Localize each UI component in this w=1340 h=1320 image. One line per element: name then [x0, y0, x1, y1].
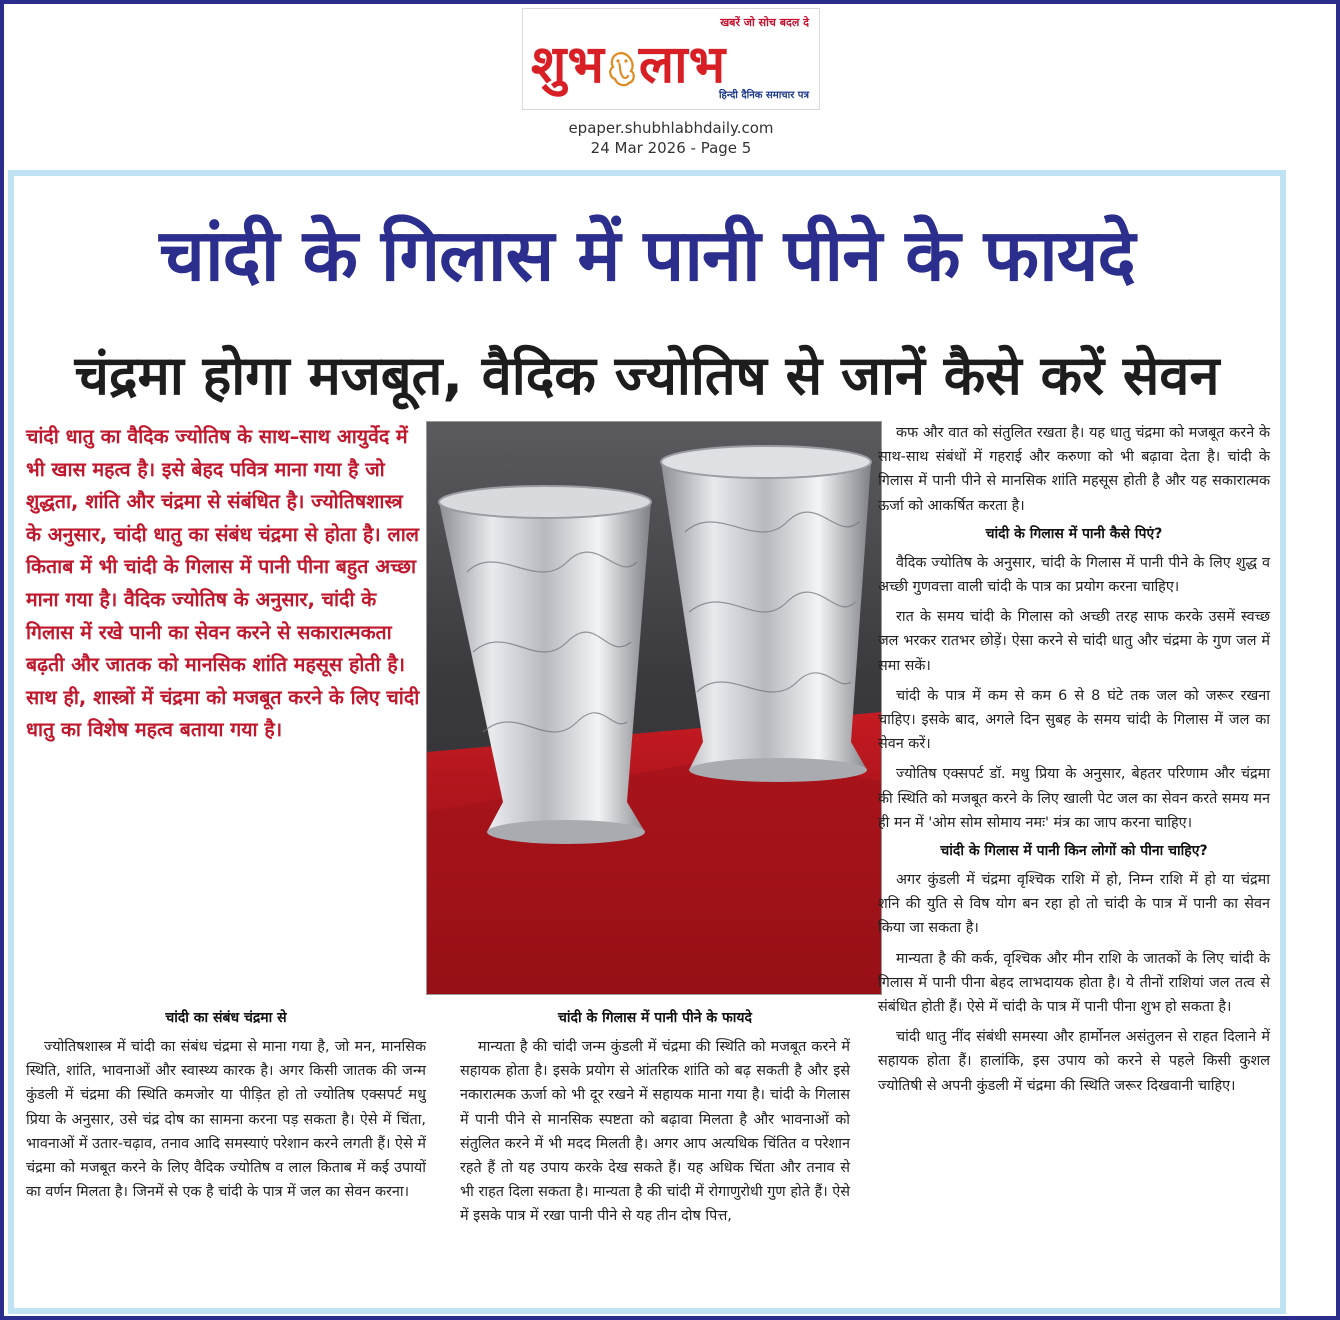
article [8, 170, 1286, 1314]
subheadline: चंद्रमा होगा मजबूत, वैदिक ज्योतिष से जानें कैसे करें सेवन [74, 344, 1220, 407]
how-paragraph-2: रात के समय चांदी के गिलास को अच्छी तरह साफ करके उसमें स्वच्छ जल भरकर रातभर छोड़ें। ऐसा करने से चांदी धातु और चंद्रमा के गुण जल में समा सकें। [878, 609, 1270, 674]
source-info [522, 118, 820, 158]
right-intro-text: कफ और वात को संतुलित रखता है। यह धातु चंद्रमा को मजबूत करने के साथ-साथ संबंधों में गहराई और करुणा को भी बढ़ावा देता है। चांदी के गिलास में पानी पीने से मानसिक शांति महसूस होती है और यह सकारात्मक ऊर्जा को आकर्षित करता है। [878, 425, 1270, 514]
who-paragraph-3: चांदी धातु नींद संबंधी समस्या और हार्मोनल असंतुलन से राहत दिलाने में सहायक होता हैं। हालांकि, इस उपाय को करने से पहले किसी कुशल ज्योतिषी से अपनी कुंडली में चंद्रमा की स्थिति जरूर दिखवानी चाहिए। [878, 1029, 1270, 1094]
silver-glasses-photo [426, 421, 882, 995]
section-right-column [878, 421, 1270, 1104]
photo-caption: चांदी के गिलास में पानी पीने के फायदे [558, 1010, 752, 1026]
ganesha-icon [605, 49, 639, 89]
section-title-who-should-drink: चांदी के गिलास में पानी किन लोगों को पीना चाहिए? [940, 843, 1208, 860]
logo-right-text: लाभ [638, 34, 727, 95]
section-moon-relation [26, 1002, 426, 1204]
headline: चांदी के गिलास में पानी पीने के फायदे [159, 213, 1135, 297]
masthead-subtag: हिन्दी दैनिक समाचार पत्र [718, 90, 809, 101]
masthead-tagline: खबरें जो सोच बदल दे [720, 16, 809, 29]
silver-glasses-image [427, 422, 882, 995]
section-benefits [460, 1002, 850, 1229]
section-text-moon-relation: ज्योतिषशास्त्र में चांदी का संबंध चंद्रमा से माना गया है, जो मन, मानसिक स्थिति, शांति, भावनाओं और स्वास्थ्य कारक है। अगर किसी जातक की जन्म कुंडली में चंद्रमा की स्थिति कमजोर या पीड़ित हो तो ज्योतिष एक्सपर्ट मधु प्रिया के अनुसार, उसे चंद्र दोष का सामना करना पड़ सकता है। ऐसे में चिंता, भावनाओं में उतार-चढ़ाव, तनाव आदि समस्याएं परेशान करने लगती हैं। ऐसे में चंद्रमा को मजबूत करने के लिए वैदिक ज्योतिष व लाल किताब में कई उपायों का वर्णन मिलता है। जिनमें से एक है चांदी के पात्र में जल का सेवन करना। [26, 1039, 426, 1201]
how-paragraph-1: वैदिक ज्योतिष के अनुसार, चांदी के गिलास में पानी पीने के लिए शुद्ध व अच्छी गुणवत्ता वाली चांदी के पात्र का प्रयोग करना चाहिए। [878, 554, 1270, 596]
section-title-moon-relation: चांदी का संबंध चंद्रमा से [165, 1010, 287, 1026]
section-text-benefits: मान्यता है की चांदी जन्म कुंडली में चंद्रमा की स्थिति को मजबूत करने में सहायक होता है। इसके प्रयोग से आंतरिक शांति को बढ़ सकती है और इसे नकारात्मक ऊर्जा को भी दूर रखने में सहायक माना गया है। चांदी के गिलास में पानी पीने से मानसिक स्पष्टता को बढ़ावा मिलता है और भावनाओं को संतुलित करने में भी मदद मिलती है। अगर आप अत्यधिक चिंतित व परेशान रहते हैं तो यह उपाय करके देख सकते हैं। यह अधिक चिंता और तनाव से भी राहत दिला सकता है। मान्यता है की चांदी में रोगाणुरोधी गुण होते हैं। ऐसे में इसके पात्र में रखा पानी पीने से यह तीन दोष पित्त, [460, 1039, 850, 1225]
masthead [522, 8, 820, 110]
lead-paragraph: चांदी धातु का वैदिक ज्योतिष के साथ–साथ आयुर्वेद में भी खास महत्व है। इसे बेहद पवित्र माना गया है जो शुद्धता, शांति और चंद्रमा से संबंधित है। ज्योतिषशास्त्र के अनुसार, चांदी धातु का संबंध चंद्रमा से होता है। लाल किताब में भी चांदी के गिलास में पानी पीना बहुत अच्छा माना गया है। वैदिक ज्योतिष के अनुसार, चांदी के गिलास में रखे पानी का सेवन करने से सकारात्मकता बढ़ती और जातक को मानसिक शांति महसूस होती है। साथ ही, शास्त्रों में चंद्रमा को मजबूत करने के लिए चांदी धातु का विशेष महत्व बताया गया है। [26, 425, 420, 742]
logo-left-text: शुभ [531, 34, 605, 95]
who-paragraph-1: अगर कुंडली में चंद्रमा वृश्चिक राशि में हो, निम्न राशि में हो या चंद्रमा शनि की युति से विष योग बन रहा हो तो चांदी के पात्र में पानी का सेवन किया जा सकता है। [878, 872, 1270, 937]
how-paragraph-3: चांदी के पात्र में कम से कम 6 से 8 घंटे तक जल को जरूर रखना चाहिए। इसके बाद, अगले दिन सुबह के समय चांदी के गिलास में जल का सेवन करें। [878, 687, 1270, 753]
source-date-page: 24 Mar 2026 - Page 5 [590, 139, 752, 157]
section-title-how-to-drink: चांदी के गिलास में पानी कैसे पिएं? [985, 525, 1163, 542]
how-paragraph-4: ज्योतिष एक्सपर्ट डॉ. मधु प्रिया के अनुसार, बेहतर परिणाम और चंद्रमा की स्थिति को मजबूत करने के लिए खाली पेट जल का सेवन करते समय मन ही मन में 'ओम सोम सोमाय नमः' मंत्र का जाप करना चाहिए। [878, 766, 1270, 831]
who-paragraph-2: मान्यता है की कर्क, वृश्चिक और मीन राशि के जातकों के लिए चांदी के गिलास में पानी पीना बेहद लाभदायक होता है। ये तीनों राशियां जल तत्व से संबंधित होती हैं। ऐसे में चांदी के पात्र में पानी पीना शुभ हो सकता है। [878, 950, 1270, 1016]
newspaper-logo [531, 27, 726, 98]
source-site[interactable]: epaper.shubhlabhdaily.com [568, 119, 774, 137]
